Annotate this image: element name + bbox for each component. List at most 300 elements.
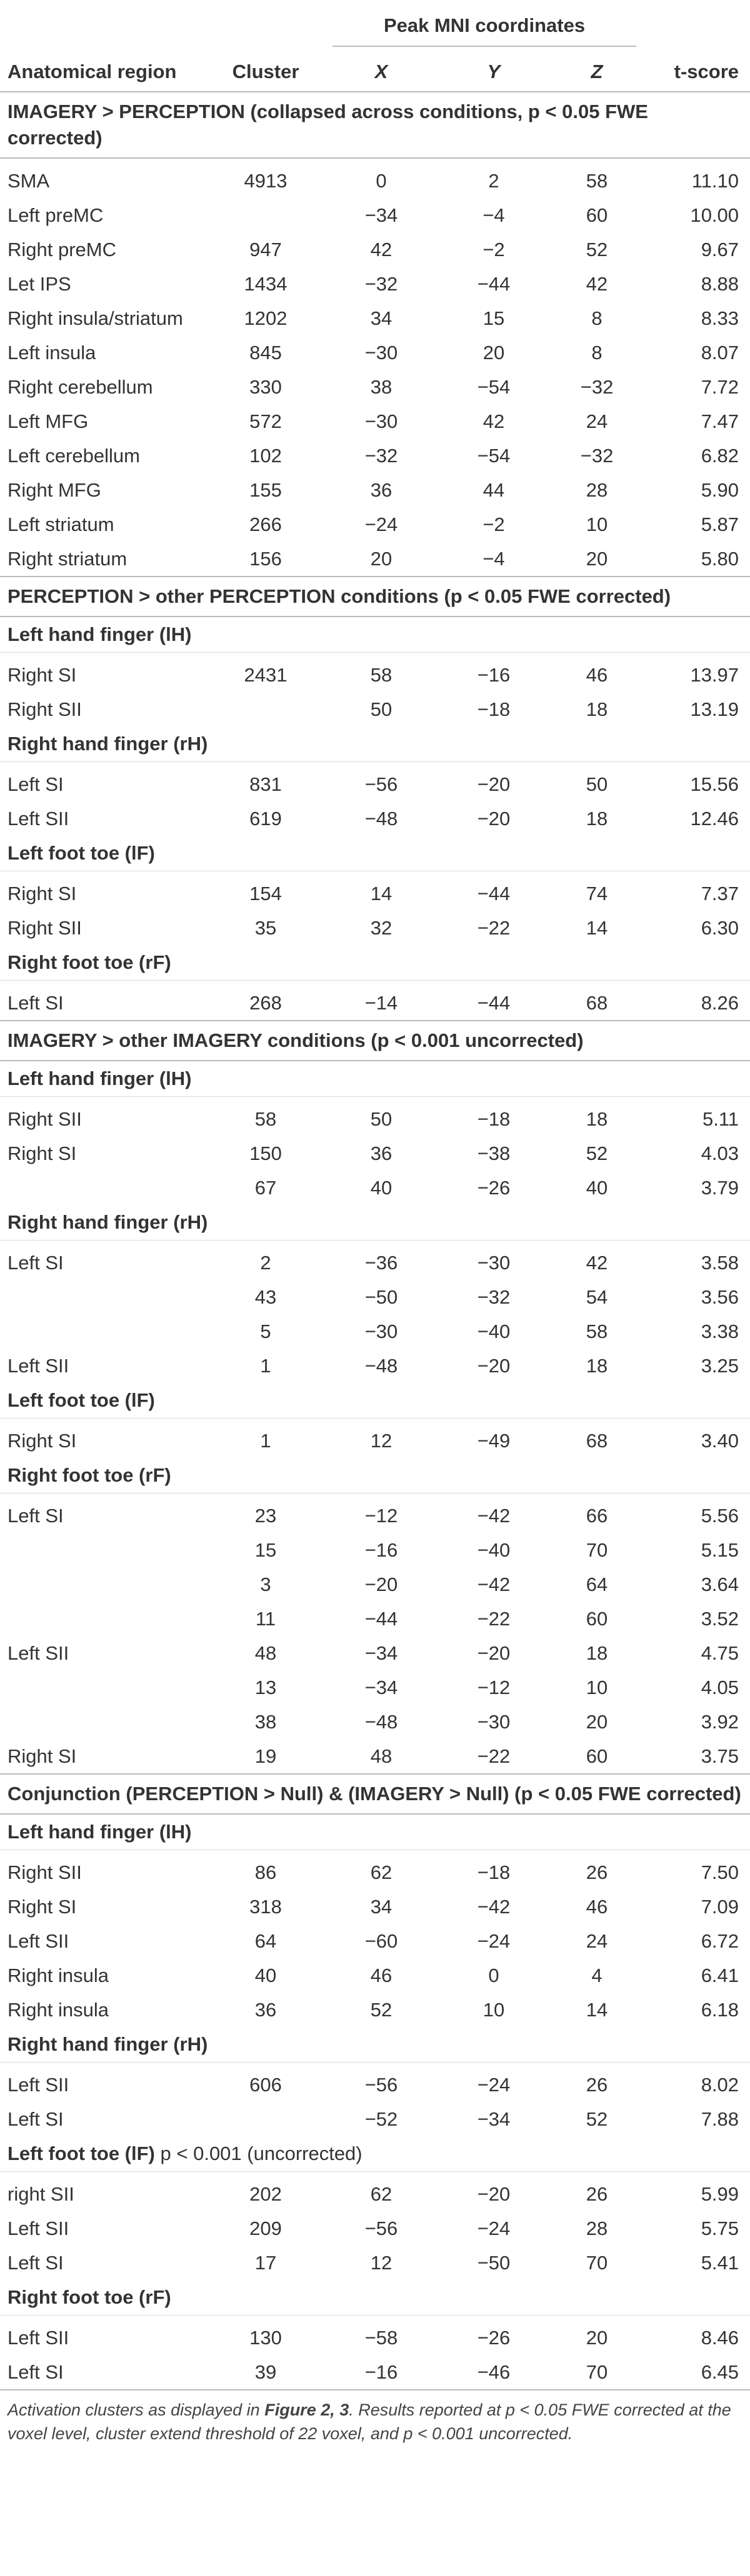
region-cell: Left SII [8, 1354, 69, 1377]
z-cell: 14 [586, 916, 608, 939]
table-row [0, 1567, 750, 1602]
condition-label: Left hand finger (lH) [8, 1068, 192, 1089]
x-cell: −12 [364, 1504, 398, 1527]
y-cell: −42 [477, 1573, 511, 1595]
table-row [0, 404, 750, 438]
region-cell [0, 1602, 206, 1636]
table-header [0, 0, 750, 92]
cluster-cell: 155 [249, 478, 282, 501]
y-cell: −2 [482, 513, 505, 535]
table-row [0, 335, 750, 370]
y-cell: −24 [477, 2217, 511, 2239]
y-cell: −38 [477, 1142, 511, 1164]
section-heading [0, 577, 750, 617]
table-row [0, 1636, 750, 1670]
x-cell: −34 [364, 204, 398, 226]
table-body [0, 92, 750, 2389]
cluster-cell: 5 [260, 1320, 271, 1342]
x-cell: −24 [364, 513, 398, 535]
cluster-cell: 58 [254, 1107, 277, 1130]
table-row [0, 653, 750, 693]
condition-cell [0, 617, 750, 653]
peak-mni-label: Peak MNI coordinates [332, 14, 636, 47]
y-cell: −40 [477, 1538, 511, 1561]
t-score-cell: 3.56 [701, 1286, 739, 1308]
region-cell: Left SI [8, 1504, 64, 1527]
condition-cell [0, 1383, 750, 1419]
region-cell: Left SI [8, 991, 64, 1014]
region-cell: Right SII [8, 1107, 82, 1130]
cluster-cell: 43 [254, 1286, 277, 1308]
t-score-cell: 7.09 [701, 1895, 739, 1918]
t-score-cell: 6.18 [701, 1998, 739, 2021]
region-cell: Left MFG [8, 410, 89, 432]
z-cell: 28 [586, 2217, 608, 2239]
cluster-cell: 102 [249, 444, 282, 467]
t-score-cell: 5.99 [701, 2182, 739, 2205]
x-cell: −16 [364, 2361, 398, 2383]
cluster-cell: 154 [249, 882, 282, 904]
condition-subheading [0, 1205, 750, 1241]
y-cell: −30 [477, 1251, 511, 1274]
condition-label: Right hand finger (rH) [8, 733, 208, 755]
t-score-column-header: t-score [644, 52, 750, 92]
cluster-cell [206, 692, 325, 726]
section-title: Conjunction (PERCEPTION > Null) & (IMAGERY > Null) (p < 0.05 FWE corrected) [0, 1774, 750, 1814]
region-cell: Right SI [8, 1895, 77, 1918]
x-cell: −34 [364, 1642, 398, 1664]
table-row [0, 1097, 750, 1137]
cluster-column-header: Cluster [206, 52, 325, 92]
y-cell: −42 [477, 1895, 511, 1918]
region-cell [0, 1670, 206, 1705]
region-cell: Left cerebellum [8, 444, 140, 467]
z-cell: 60 [586, 204, 608, 226]
z-cell: 68 [586, 1429, 608, 1452]
x-cell: 62 [370, 2182, 392, 2205]
t-score-cell: 6.45 [701, 2361, 739, 2383]
t-score-cell: 8.07 [701, 341, 739, 364]
z-cell: −32 [580, 375, 614, 398]
t-score-cell: 12.46 [690, 807, 739, 830]
cluster-cell: 831 [249, 773, 282, 795]
z-cell: 60 [586, 1745, 608, 1767]
region-cell: Left SII [8, 2073, 69, 2096]
cluster-cell: 3 [260, 1573, 271, 1595]
region-column-header: Anatomical region [0, 52, 206, 92]
table-row [0, 2102, 750, 2136]
x-cell: 50 [370, 698, 392, 720]
x-label: X [374, 61, 388, 82]
condition-subheading [0, 945, 750, 981]
region-cell: Right insula [8, 1998, 109, 2021]
x-cell: −48 [364, 1710, 398, 1733]
region-cell: Left SI [8, 2108, 64, 2130]
x-cell: 42 [370, 238, 392, 260]
z-cell: 70 [586, 1538, 608, 1561]
z-cell: 64 [586, 1573, 608, 1595]
x-cell: 50 [370, 1107, 392, 1130]
condition-subheading [0, 1061, 750, 1097]
x-cell: −30 [364, 410, 398, 432]
z-cell: 26 [586, 1861, 608, 1883]
t-score-cell: 10.00 [690, 204, 739, 226]
region-cell: Right SII [8, 916, 82, 939]
condition-cell [0, 945, 750, 981]
cluster-cell: 15 [254, 1538, 277, 1561]
y-cell: −40 [477, 1320, 511, 1342]
x-cell: −60 [364, 1930, 398, 1952]
t-score-cell: 5.90 [701, 478, 739, 501]
y-cell: −50 [477, 2251, 511, 2274]
t-score-cell: 7.50 [701, 1861, 739, 1883]
cluster-cell: 130 [249, 2326, 282, 2349]
t-score-cell: 13.97 [690, 663, 739, 686]
x-cell: 62 [370, 1861, 392, 1883]
z-cell: 24 [586, 410, 608, 432]
t-score-cell: 6.72 [701, 1930, 739, 1952]
region-cell: Left SI [8, 2251, 64, 2274]
region-cell: Left SII [8, 807, 69, 830]
t-score-cell: 11.10 [691, 169, 739, 192]
condition-label: Left foot toe (lF) [8, 2143, 155, 2164]
table-row [0, 871, 750, 911]
x-cell: −48 [364, 1354, 398, 1377]
x-cell: 52 [370, 1998, 392, 2021]
x-cell: −56 [364, 2217, 398, 2239]
cluster-cell: 23 [254, 1504, 277, 1527]
region-cell: Right SI [8, 882, 77, 904]
table-row [0, 1533, 750, 1567]
condition-cell [0, 2136, 750, 2172]
y-cell: 0 [488, 1964, 499, 1986]
caption-figure-ref: Figure 2, 3 [264, 2400, 349, 2419]
t-score-cell: 8.88 [701, 272, 739, 295]
region-cell: Left SII [8, 1930, 69, 1952]
y-cell: −46 [477, 2361, 511, 2383]
region-cell [0, 1705, 206, 1739]
t-score-cell: 5.75 [701, 2217, 739, 2239]
y-cell: −18 [477, 1861, 511, 1883]
t-score-cell: 5.87 [701, 513, 739, 535]
z-cell: 18 [586, 698, 608, 720]
cluster-cell: 36 [254, 1998, 277, 2021]
y-cell: 15 [482, 307, 505, 329]
table-row [0, 801, 750, 836]
t-score-cell: 3.52 [701, 1607, 739, 1630]
z-cell: 70 [586, 2251, 608, 2274]
region-cell: Left preMC [8, 204, 104, 226]
t-score-cell: 3.40 [701, 1429, 739, 1452]
table-row [0, 370, 750, 404]
condition-label: Right foot toe (rF) [8, 951, 171, 973]
region-cell: Left SI [8, 773, 64, 795]
z-column-header [550, 52, 644, 92]
region-cell: Left SII [8, 2326, 69, 2349]
t-score-cell: 15.56 [690, 773, 739, 795]
region-cell [0, 1314, 206, 1349]
z-cell: 20 [586, 547, 608, 570]
t-score-cell: 3.38 [701, 1320, 739, 1342]
region-cell: right SII [8, 2182, 74, 2205]
x-cell: 46 [370, 1964, 392, 1986]
region-cell: Left insula [8, 341, 96, 364]
cluster-cell: 2431 [244, 663, 288, 686]
t-score-cell: 3.92 [701, 1710, 739, 1733]
y-cell: −49 [477, 1429, 511, 1452]
condition-subheading [0, 1814, 750, 1850]
z-cell: 26 [586, 2182, 608, 2205]
t-score-cell: 8.33 [701, 307, 739, 329]
cluster-cell: 38 [254, 1710, 277, 1733]
x-cell: −32 [364, 444, 398, 467]
t-score-cell: 8.02 [701, 2073, 739, 2096]
region-cell [0, 1567, 206, 1602]
cluster-cell: 947 [249, 238, 282, 260]
table-row [0, 1314, 750, 1349]
section-heading [0, 1774, 750, 1814]
y-cell: −22 [477, 916, 511, 939]
x-cell: 34 [370, 1895, 392, 1918]
table-row [0, 438, 750, 473]
z-cell: 18 [586, 1107, 608, 1130]
condition-label: Left foot toe (lF) [8, 842, 155, 864]
x-cell: 36 [370, 1142, 392, 1164]
table-row [0, 1705, 750, 1739]
x-cell: −56 [364, 773, 398, 795]
section-heading [0, 92, 750, 158]
cluster-cell: 39 [254, 2361, 277, 2383]
region-cell: Right SII [8, 1861, 82, 1883]
region-cell: Right SI [8, 1142, 77, 1164]
z-cell: 28 [586, 478, 608, 501]
z-cell: 18 [586, 807, 608, 830]
table-row [0, 1280, 750, 1314]
table-row [0, 507, 750, 542]
cluster-cell: 266 [249, 513, 282, 535]
t-score-cell: 8.46 [701, 2326, 739, 2349]
t-score-cell: 3.75 [701, 1745, 739, 1767]
x-cell: −34 [364, 1676, 398, 1698]
region-cell [0, 1171, 206, 1205]
y-cell: −20 [477, 773, 511, 795]
x-column-header [325, 52, 438, 92]
table-row [0, 1419, 750, 1459]
table-row [0, 1136, 750, 1171]
y-cell: −24 [477, 1930, 511, 1952]
section-heading [0, 1021, 750, 1061]
table-row [0, 542, 750, 577]
condition-label: Right hand finger (rH) [8, 2033, 208, 2055]
x-cell: −48 [364, 807, 398, 830]
section-title: PERCEPTION > other PERCEPTION conditions (p < 0.05 FWE corrected) [0, 577, 750, 617]
t-score-cell: 3.58 [701, 1251, 739, 1274]
x-cell: 58 [370, 663, 392, 686]
condition-note: p < 0.001 (uncorrected) [160, 2143, 362, 2164]
x-cell: −20 [364, 1573, 398, 1595]
x-cell: −50 [364, 1286, 398, 1308]
cluster-cell: 845 [249, 341, 282, 364]
region-cell: Right insula [8, 1964, 109, 1986]
region-cell [0, 1280, 206, 1314]
y-cell: 42 [482, 410, 505, 432]
condition-subheading [0, 2280, 750, 2316]
condition-cell [0, 726, 750, 762]
table-row [0, 1739, 750, 1774]
cluster-cell: 156 [249, 547, 282, 570]
table-row [0, 1349, 750, 1383]
z-cell: 52 [586, 238, 608, 260]
condition-cell [0, 1061, 750, 1097]
z-cell: 40 [586, 1176, 608, 1199]
y-cell: −22 [477, 1745, 511, 1767]
condition-label: Right foot toe (rF) [8, 2286, 171, 2308]
cluster-cell: 2 [260, 1251, 271, 1274]
region-cell: Right MFG [8, 478, 101, 501]
cluster-cell: 48 [254, 1642, 277, 1664]
cluster-cell: 209 [249, 2217, 282, 2239]
z-cell: 18 [586, 1354, 608, 1377]
z-cell: 46 [586, 663, 608, 686]
t-score-cell: 4.05 [701, 1676, 739, 1698]
cluster-cell: 13 [254, 1676, 277, 1698]
cluster-cell: 35 [254, 916, 277, 939]
z-cell: 14 [586, 1998, 608, 2021]
y-column-header [438, 52, 550, 92]
region-cell: Right cerebellum [8, 375, 153, 398]
y-cell: −20 [477, 2182, 511, 2205]
condition-label: Right hand finger (rH) [8, 1211, 208, 1233]
t-score-cell: 4.03 [701, 1142, 739, 1164]
cluster-cell [206, 2102, 325, 2136]
x-cell: 12 [370, 2251, 392, 2274]
t-score-cell: 7.47 [701, 410, 739, 432]
cluster-cell: 17 [254, 2251, 277, 2274]
y-cell: 20 [482, 341, 505, 364]
y-cell: −32 [477, 1286, 511, 1308]
x-cell: 14 [370, 882, 392, 904]
table-caption [0, 2389, 750, 2445]
z-cell: 20 [586, 2326, 608, 2349]
x-cell: 40 [370, 1176, 392, 1199]
table-row [0, 762, 750, 802]
z-cell: 20 [586, 1710, 608, 1733]
x-cell: −30 [364, 341, 398, 364]
condition-label: Left hand finger (lH) [8, 623, 192, 645]
region-cell: Right preMC [8, 238, 116, 260]
table-row [0, 232, 750, 267]
cluster-cell: 1 [260, 1354, 271, 1377]
table-row [0, 1494, 750, 1533]
cluster-cell: 40 [254, 1964, 277, 1986]
condition-label: Left foot toe (lF) [8, 1389, 155, 1411]
cluster-cell: 606 [249, 2073, 282, 2096]
t-score-cell: 5.11 [702, 1107, 739, 1130]
y-cell: −30 [477, 1710, 511, 1733]
t-score-cell: 4.75 [701, 1642, 739, 1664]
y-cell: −18 [477, 698, 511, 720]
x-cell: −30 [364, 1320, 398, 1342]
caption-prefix: Activation clusters as displayed in [8, 2400, 265, 2419]
table-row [0, 1993, 750, 2027]
region-cell: Right SII [8, 698, 82, 720]
condition-cell [0, 1458, 750, 1494]
t-score-cell: 8.26 [701, 991, 739, 1014]
table-row [0, 692, 750, 726]
table-row [0, 301, 750, 335]
t-score-cell: 3.25 [701, 1354, 739, 1377]
y-cell: 44 [482, 478, 505, 501]
t-score-cell: 7.88 [701, 2108, 739, 2130]
z-cell: 74 [586, 882, 608, 904]
condition-subheading [0, 726, 750, 762]
cluster-cell: 11 [255, 1607, 276, 1630]
x-cell: −14 [364, 991, 398, 1014]
x-cell: 36 [370, 478, 392, 501]
y-cell: −4 [482, 547, 505, 570]
cluster-cell: 64 [254, 1930, 277, 1952]
caption-rest: . Results reported at p < 0.05 FWE corrected at the voxel level, cluster extend threshold of 22 voxel, and p < 0.001 uncorrected. [8, 2400, 731, 2443]
z-cell: 52 [586, 1142, 608, 1164]
y-cell: −4 [482, 204, 505, 226]
table-row [0, 1670, 750, 1705]
table-row [0, 267, 750, 301]
condition-label: Right foot toe (rF) [8, 1464, 171, 1486]
cluster-cell: 4913 [244, 169, 288, 192]
t-score-cell: 6.82 [701, 444, 739, 467]
y-cell: −44 [477, 991, 511, 1014]
z-cell: 42 [586, 1251, 608, 1274]
x-cell: 20 [370, 547, 392, 570]
z-cell: 70 [586, 2361, 608, 2383]
condition-cell [0, 836, 750, 871]
table-row [0, 1958, 750, 1993]
cluster-cell: 572 [249, 410, 282, 432]
x-cell: −16 [364, 1538, 398, 1561]
z-cell: 10 [586, 1676, 608, 1698]
z-cell: 58 [586, 1320, 608, 1342]
table-row [0, 158, 750, 198]
x-cell: −32 [364, 272, 398, 295]
z-cell: 8 [591, 307, 602, 329]
t-score-cell: 3.64 [701, 1573, 739, 1595]
y-cell: −26 [477, 2326, 511, 2349]
t-score-cell: 9.67 [701, 238, 739, 260]
x-cell: 12 [370, 1429, 392, 1452]
z-cell: 66 [586, 1504, 608, 1527]
z-cell: 68 [586, 991, 608, 1014]
z-cell: 54 [586, 1286, 608, 1308]
region-cell: Left striatum [8, 513, 114, 535]
t-score-cell: 5.15 [701, 1538, 739, 1561]
condition-subheading [0, 2027, 750, 2063]
region-cell: Right insula/striatum [8, 307, 183, 329]
cluster-cell: 619 [249, 807, 282, 830]
region-cell: Left SI [8, 2361, 64, 2383]
region-cell: Right striatum [8, 547, 128, 570]
y-cell: −26 [477, 1176, 511, 1199]
y-cell: 2 [488, 169, 499, 192]
cluster-cell: 19 [254, 1745, 277, 1767]
table-row [0, 981, 750, 1021]
region-cell: Left SII [8, 2217, 69, 2239]
cluster-cell: 318 [249, 1895, 282, 1918]
table-row [0, 473, 750, 507]
t-score-cell: 5.80 [701, 547, 739, 570]
condition-subheading [0, 836, 750, 871]
y-cell: −20 [477, 1642, 511, 1664]
y-cell: −42 [477, 1504, 511, 1527]
